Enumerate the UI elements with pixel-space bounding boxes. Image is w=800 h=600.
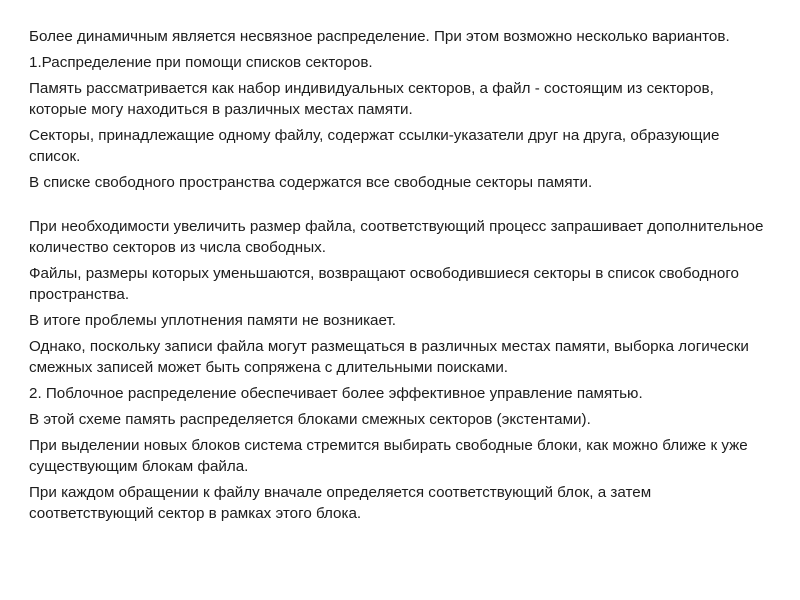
paragraph-extents: В этой схеме память распределяется блоками смежных секторов (экстентами). (29, 411, 591, 428)
paragraph-file-growth: При необходимости увеличить размер файла, соответствующий процесс запрашивает дополнительное количество секторов из числа свободных. (29, 218, 764, 256)
paragraph-block-lookup: При каждом обращении к файлу вначале определяется соответствующий блок, а затем соответствующий сектор в рамках этого блока. (29, 484, 652, 522)
paragraph-list-allocation-heading: 1.Распределение при помощи списков секторов. (29, 54, 373, 71)
paragraph-block-allocation-heading: 2. Поблочное распределение обеспечивает более эффективное управление памятью. (29, 385, 643, 402)
paragraph-search-cost: Однако, поскольку записи файла могут размещаться в различных местах памяти, выборка логически смежных записей может быть сопряжена с длительными поисками. (29, 338, 749, 376)
paragraph-no-compaction: В итоге проблемы уплотнения памяти не возникает. (29, 312, 396, 329)
slide-text-body (29, 26, 774, 529)
paragraph-file-shrink: Файлы, размеры которых уменьшаются, возвращают освободившиеся секторы в список свободного пространства. (29, 265, 739, 303)
paragraph-intro: Более динамичным является несвязное распределение. При этом возможно несколько вариантов. (29, 28, 730, 45)
paragraph-block-selection: При выделении новых блоков система стремится выбирать свободные блоки, как можно ближе к уже существующим блокам файла. (29, 437, 748, 475)
paragraph-sector-pointers: Секторы, принадлежащие одному файлу, содержат ссылки-указатели друг на друга, образующие список. (29, 127, 720, 165)
paragraph-memory-as-sectors: Память рассматривается как набор индивидуальных секторов, а файл - состоящим из секторов, которые могу находиться в различных местах памяти. (29, 80, 714, 118)
paragraph-free-space-list: В списке свободного пространства содержатся все свободные секторы памяти. (29, 174, 593, 191)
